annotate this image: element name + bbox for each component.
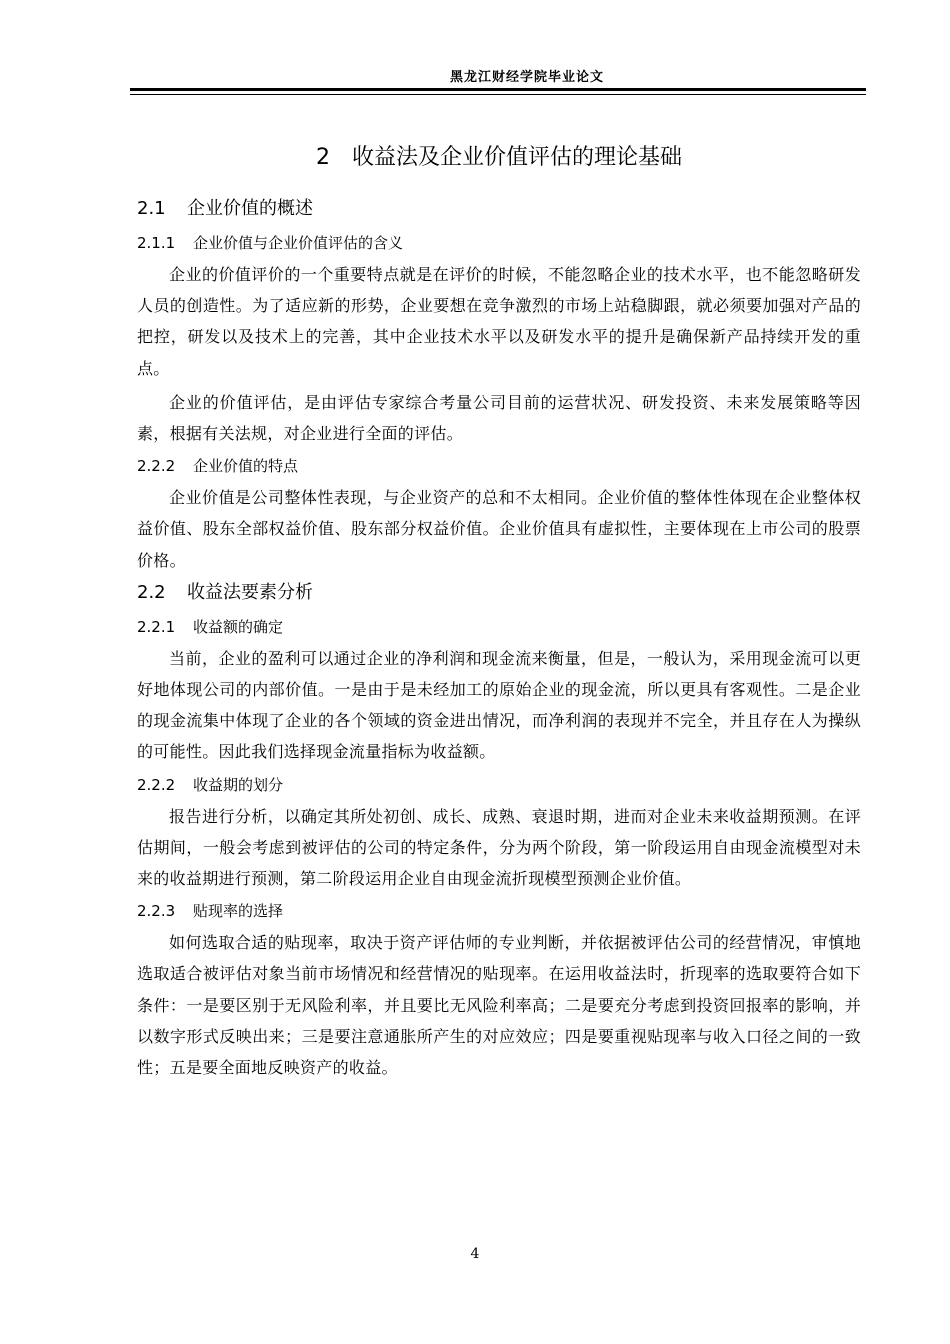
paragraph: 企业的价值评价的一个重要特点就是在评价的时候，不能忽略企业的技术水平，也不能忽略研发人员的创造性。为了适应新的形势，企业要想在竞争激烈的市场上站稳脚跟，就必须要加强对产品的把控，研发以及技术上的完善，其中企业技术水平以及研发水平的提升是确保新产品持续开发的重点。 (137, 265, 861, 378)
subsection-heading (137, 229, 861, 257)
header-rule-thick (130, 88, 866, 91)
section-number: 2.1 (137, 198, 166, 219)
chapter-heading (137, 140, 861, 171)
subsection-number: 2.2.2 (137, 775, 176, 794)
subsection-heading (137, 452, 861, 480)
section-number: 2.2 (137, 581, 166, 603)
paragraph: 当前，企业的盈利可以通过企业的净利润和现金流来衡量，但是，一般认为，采用现金流可以更好地体现公司的内部价值。一是由于是未经加工的原始企业的现金流，所以更具有客观性。二是企业的现金流集中体现了企业的各个领域的资金进出情况，而净利润的表现并不完全，并且存在人为操纵的可能性。因此我们选择现金流量指标为收益额。 (137, 648, 861, 762)
paragraph: 企业价值是公司整体性表现，与企业资产的总和不太相同。企业价值的整体性体现在企业整体权益价值、股东全部权益价值、股东部分权益价值。企业价值具有虚拟性，主要体现在上市公司的股票价格。 (137, 488, 861, 570)
page-number: 4 (470, 1246, 480, 1262)
paragraph: 如何选取合适的贴现率，取决于资产评估师的专业判断，并依据被评估公司的经营情况，审慎地选取适合被评估对象当前市场情况和经营情况的贴现率。在运用收益法时，折现率的选取要符合如下条件：一是要区别于无风险利率，并且要比无风险利率高；二是要充分考虑到投资回报率的影响，并以数字形式反映出来；三是要注意通胀所产生的对应效应；四是要重视贴现率与收入口径之间的一致性；五是要全面地反映资产的收益。 (137, 933, 861, 1078)
header-title: 黑龙江财经学院毕业论文 (449, 70, 604, 85)
subsection-heading (137, 613, 861, 641)
section-title: 企业价值的概述 (187, 198, 313, 219)
page-body (137, 140, 861, 1086)
subsection-title: 收益额的确定 (193, 617, 284, 636)
subsection-title: 企业价值的特点 (193, 457, 299, 476)
header-rule-thin (130, 94, 866, 95)
subsection-title: 收益期的划分 (193, 775, 284, 794)
paragraph: 企业的价值评估，是由评估专家综合考量公司目前的运营状况、研发投资、未来发展策略等因素，根据有关法规，对企业进行全面的评估。 (137, 392, 861, 444)
subsection-title: 贴现率的选择 (193, 902, 284, 921)
chapter-title: 收益法及企业价值评估的理论基础 (351, 145, 682, 170)
subsection-title: 企业价值与企业价值评估的含义 (193, 234, 404, 252)
section-title: 收益法要素分析 (187, 581, 313, 603)
paragraph: 报告进行分析，以确定其所处初创、成长、成熟、衰退时期，进而对企业未来收益期预测。在评估期间，一般会考虑到被评估的公司的特定条件，分为两个阶段，第一阶段运用自由现金流模型对未来的收益期进行预测，第二阶段运用企业自由现金流折现模型预测企业价值。 (137, 806, 861, 889)
section-heading (137, 195, 861, 223)
subsection-heading (137, 771, 861, 799)
running-header (130, 66, 866, 85)
section-heading (137, 579, 861, 607)
subsection-number: 2.2.1 (137, 617, 176, 636)
chapter-number: 2 (315, 145, 330, 170)
subsection-number: 2.2.3 (137, 902, 176, 921)
subsection-number: 2.1.1 (137, 234, 176, 252)
subsection-number: 2.2.2 (137, 457, 176, 476)
subsection-heading (137, 897, 861, 925)
